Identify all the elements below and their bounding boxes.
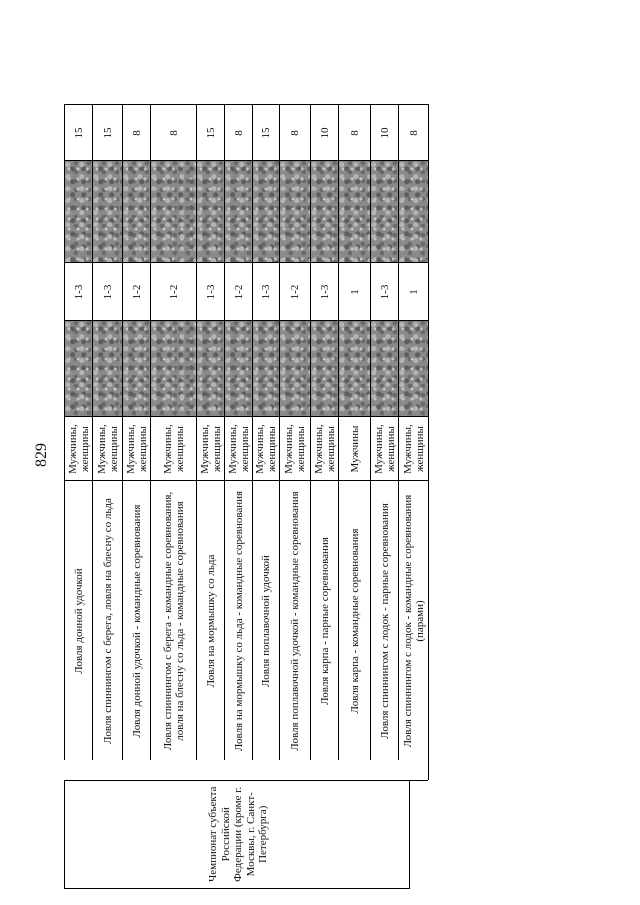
shaded-cell (92, 160, 122, 262)
table-cell-count (310, 104, 338, 160)
table-cell-count (150, 104, 196, 160)
table-cell-ages (370, 262, 398, 320)
table-cell-count (92, 104, 122, 160)
table-cell-ages (122, 262, 150, 320)
competition-table (64, 104, 426, 890)
count-text: 15 (260, 127, 272, 138)
table-cell-discipline (338, 480, 370, 760)
shaded-cell (398, 160, 428, 262)
shaded-cell (310, 160, 338, 262)
table-cell-ages (310, 262, 338, 320)
ages-text: 1-3 (378, 284, 391, 299)
shaded-cell (338, 160, 370, 262)
gender-text: Мужчины, женщины (198, 423, 223, 474)
shaded-cell (64, 320, 92, 416)
table-cell-count (64, 104, 92, 160)
table-cell-gender (279, 416, 310, 480)
count-text: 15 (204, 127, 217, 138)
table-cell-count (279, 104, 310, 160)
table-cell-gender (398, 416, 428, 480)
ages-text: 1-2 (289, 284, 301, 299)
table-cell-count (196, 104, 224, 160)
ages-text: 1-3 (260, 284, 272, 299)
table-cell-count (122, 104, 150, 160)
table-cell-discipline (279, 480, 310, 760)
discipline-text: Ловля на мормышку со льда (204, 554, 217, 687)
gender-text: Мужчины, женщины (372, 423, 397, 474)
table-cell-ages (92, 262, 122, 320)
shaded-cell (150, 160, 196, 262)
table-cell-gender (370, 416, 398, 480)
gender-text: Мужчины, женщины (283, 423, 307, 474)
gender-text: Мужчины (348, 425, 361, 472)
count-text: 10 (378, 127, 391, 138)
discipline-text: Ловля спиннингом с берега, ловля на блесну со льда (101, 497, 114, 744)
discipline-text: Ловля спиннингом с берега - командные соревнования, ловля на блесну со льда - командные соревнования (161, 491, 186, 750)
table-cell-ages (252, 262, 279, 320)
table-cell-count (338, 104, 370, 160)
discipline-text: Ловля карпа - командные соревнования (348, 528, 361, 713)
table-cell-gender (224, 416, 252, 480)
table-cell-gender (92, 416, 122, 480)
shaded-cell (224, 320, 252, 416)
ages-text: 1-3 (101, 284, 114, 299)
table-cell-count (398, 104, 428, 160)
discipline-text: Ловля донной удочкой (72, 567, 85, 674)
table-cell-count (252, 104, 279, 160)
discipline-text: Ловля на мормышку со льда - командные соревнования (232, 490, 245, 751)
shaded-cell (370, 320, 398, 416)
championship-label: Чемпионат субъекта Российской Федерации (кроме г. Москвы, г. Санкт-Петербурга) (206, 786, 269, 883)
shaded-cell (64, 160, 92, 262)
ages-text: 1-2 (130, 284, 143, 299)
shaded-cell (338, 320, 370, 416)
championship-cell (64, 780, 410, 889)
gender-text: Мужчины, женщины (226, 423, 251, 474)
shaded-cell (196, 160, 224, 262)
shaded-cell (252, 160, 279, 262)
table-cell-ages (224, 262, 252, 320)
gender-text: Мужчины, женщины (124, 423, 149, 474)
table-cell-discipline (252, 480, 279, 760)
table-cell-discipline (224, 480, 252, 760)
shaded-cell (150, 320, 196, 416)
table-cell-discipline (64, 480, 92, 760)
ages-text: 1-2 (232, 284, 245, 299)
table-cell-ages (150, 262, 196, 320)
count-text: 8 (289, 129, 301, 136)
table-cell-ages (398, 262, 428, 320)
count-text: 8 (348, 129, 361, 136)
table-cell-discipline (92, 480, 122, 760)
ages-text: 1-3 (318, 284, 331, 299)
shaded-cell (122, 320, 150, 416)
table-cell-ages (196, 262, 224, 320)
table-cell-discipline (398, 480, 428, 760)
table-cell-discipline (370, 480, 398, 760)
gender-text: Мужчины, женщины (254, 423, 278, 474)
count-text: 8 (130, 129, 143, 136)
shaded-cell (279, 320, 310, 416)
count-text: 15 (101, 127, 114, 138)
discipline-text: Ловля поплавочной удочкой - командные соревнования (289, 490, 301, 751)
discipline-text: Ловля карпа - парные соревнования (318, 536, 331, 705)
table-cell-gender (196, 416, 224, 480)
table-cell-gender (122, 416, 150, 480)
table-cell-discipline (122, 480, 150, 760)
ages-text: 1-2 (167, 284, 180, 299)
table-cell-discipline (196, 480, 224, 760)
ages-text: 1 (407, 288, 420, 295)
table-cell-gender (150, 416, 196, 480)
gender-text: Мужчины, женщины (401, 423, 426, 474)
table-cell-gender (252, 416, 279, 480)
discipline-text: Ловля поплавочной удочкой (260, 554, 272, 687)
table-cell-count (370, 104, 398, 160)
table-cell-ages (64, 262, 92, 320)
table-cell-ages (338, 262, 370, 320)
table-right-border (428, 104, 429, 780)
shaded-cell (224, 160, 252, 262)
ages-text: 1 (348, 288, 361, 295)
table-cell-gender (64, 416, 92, 480)
shaded-cell (310, 320, 338, 416)
discipline-text: Ловля спиннингом с лодок - командные соревнования (парами) (401, 494, 426, 747)
count-text: 8 (407, 129, 420, 136)
discipline-text: Ловля донной удочкой - командные соревнования (130, 504, 143, 737)
table-cell-gender (310, 416, 338, 480)
shaded-cell (370, 160, 398, 262)
shaded-cell (122, 160, 150, 262)
shaded-cell (398, 320, 428, 416)
shaded-cell (279, 160, 310, 262)
shaded-cell (92, 320, 122, 416)
count-text: 8 (232, 129, 245, 136)
ages-text: 1-3 (204, 284, 217, 299)
gender-text: Мужчины, женщины (66, 423, 91, 474)
count-text: 15 (72, 127, 85, 138)
table-cell-ages (279, 262, 310, 320)
discipline-text: Ловля спиннингом с лодок - парные соревнования (378, 502, 391, 739)
gender-text: Мужчины, женщины (312, 423, 337, 474)
table-cell-discipline (150, 480, 196, 760)
ages-text: 1-3 (72, 284, 85, 299)
table-cell-count (224, 104, 252, 160)
count-text: 10 (318, 127, 331, 138)
shaded-cell (196, 320, 224, 416)
page-number: 829 (33, 443, 50, 467)
gender-text: Мужчины, женщины (161, 423, 186, 474)
count-text: 8 (167, 129, 180, 136)
gender-text: Мужчины, женщины (95, 423, 120, 474)
table-cell-discipline (310, 480, 338, 760)
table-cell-gender (338, 416, 370, 480)
shaded-cell (252, 320, 279, 416)
